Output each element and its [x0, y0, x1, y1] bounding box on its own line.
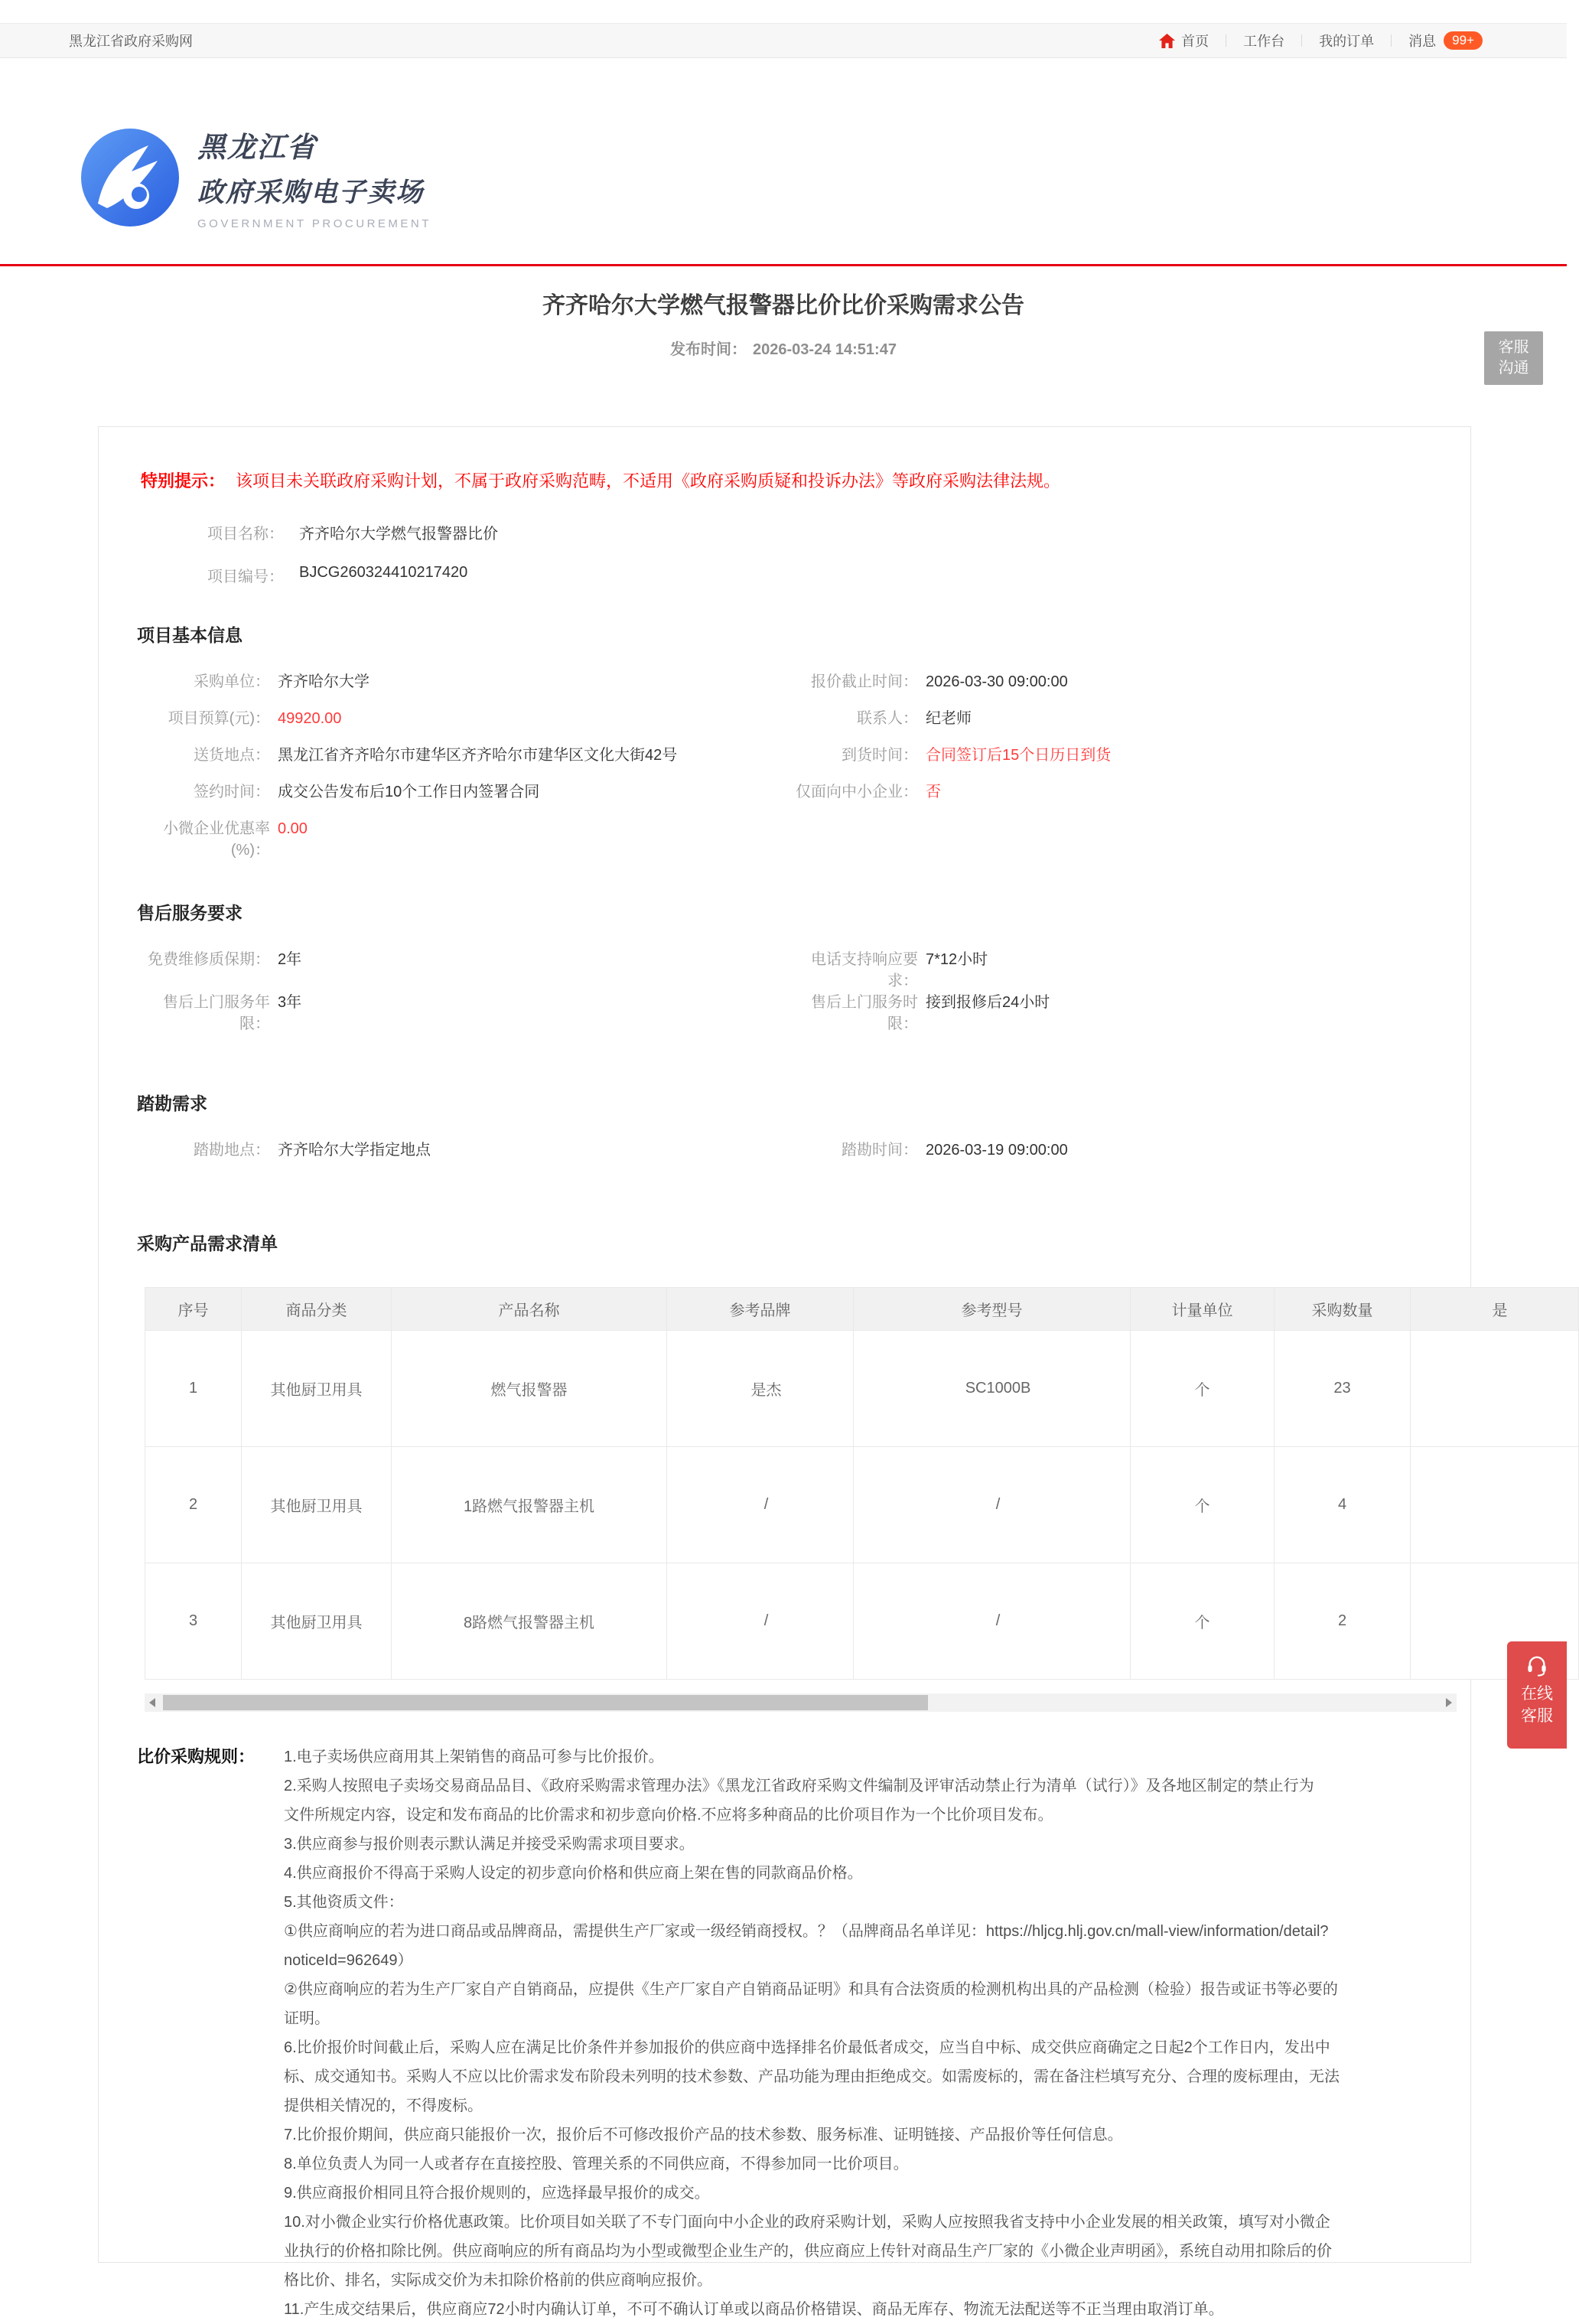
pricing-rules-label: 比价采购规则：: [137, 1747, 256, 1766]
field-value: 7*12小时: [925, 951, 988, 968]
rule-line: 10.对小微企业实行价格优惠政策。比价项目如关联了不专门面向中小企业的政府采购计划，采购人应按照我省支持中小企业发展的相关政策，填写对小微企: [284, 2214, 1330, 2231]
announcement-card: [98, 426, 1508, 2318]
rule-line: 提供相关情况的，不得废标。: [284, 2097, 483, 2114]
table-cell: 个: [1131, 1331, 1275, 1447]
nav-item-label: 我的订单: [1319, 34, 1375, 49]
table-column-header: 产品名称: [392, 1288, 667, 1331]
rule-line: 8.单位负责人为同一人或者存在直接控股、管理关系的不同供应商，不得参加同一比价项目。: [284, 2156, 909, 2172]
table-cell: 其他厨卫用具: [242, 1563, 392, 1680]
table-column-header: 采购数量: [1275, 1288, 1411, 1331]
rule-line: 业执行的价格扣除比例。供应商响应的所有商品均为小型或微型企业生产的，供应商应上传针对商品生产厂家的《小微企业声明函》，系统自动用扣除后的价: [284, 2243, 1332, 2260]
field-label: 售后上门服务时限：: [810, 994, 918, 1032]
table-cell: 1路燃气报警器主机: [392, 1447, 667, 1563]
project-name-value: 齐齐哈尔大学燃气报警器比价: [299, 526, 498, 543]
online-service-button[interactable]: [1507, 1641, 1567, 1749]
table-column-header: 序号: [145, 1288, 242, 1331]
table-cell: 燃气报警器: [392, 1331, 667, 1447]
brand-line-mall: 政府采购电子卖场: [197, 178, 425, 207]
field-label: 报价截止时间：: [810, 673, 918, 690]
table-cell: /: [667, 1447, 854, 1563]
section-title-after-sales: 售后服务要求: [137, 903, 243, 923]
pricing-rules-text: [284, 1742, 1432, 2324]
project-code-row: [137, 564, 1432, 586]
product-table-container: [145, 1287, 1508, 1680]
project-code-label: 项目编号：: [207, 569, 284, 585]
section-title-basic-info: 项目基本信息: [137, 625, 243, 645]
field-label: 项目预算(元)：: [168, 710, 270, 727]
table-cell: SC1000B: [854, 1331, 1131, 1447]
customer-service-button[interactable]: [1484, 331, 1543, 385]
headset-icon: [1507, 1654, 1567, 1677]
table-cell: [1411, 1447, 1579, 1563]
brand-text: [197, 124, 431, 230]
after-sales-fields: [137, 949, 1432, 1035]
field-label: 踏勘地点：: [194, 1142, 270, 1159]
project-name-row: [137, 521, 1432, 543]
field-label: 踏勘时间：: [841, 1142, 918, 1159]
field-row: [137, 992, 1432, 1035]
publish-time-label: 发布时间：: [670, 341, 747, 358]
table-cell: 其他厨卫用具: [242, 1331, 392, 1447]
table-row: [145, 1331, 1579, 1447]
field-label: 售后上门服务年限：: [163, 994, 270, 1032]
nav-item-orders[interactable]: [1319, 31, 1374, 51]
field-row: [137, 818, 1432, 861]
special-notice: [137, 468, 1432, 492]
table-cell: 个: [1131, 1447, 1275, 1563]
field-value: 接到报修后24小时: [925, 994, 1050, 1011]
customer-service-label: 客服: [1498, 339, 1529, 356]
brand-line-province: 黑龙江省: [197, 132, 317, 163]
project-name-label: 项目名称：: [207, 526, 284, 543]
project-code-value: BJCG260324410217420: [299, 564, 468, 581]
section-title-survey: 踏勘需求: [137, 1094, 207, 1113]
rule-line: 2.采购人按照电子卖场交易商品品目、《政府采购需求管理办法》《黑龙江省政府采购文件编制及评审活动禁止行为清单（试行）》及各地区制定的禁止行为: [284, 1778, 1314, 1794]
section-title-product-list: 采购产品需求清单: [137, 1234, 278, 1253]
field-value: 否: [925, 784, 941, 800]
brand-header: [0, 58, 1567, 266]
rule-line: 5.其他资质文件：: [284, 1894, 404, 1911]
topbar: [0, 23, 1567, 58]
nav-item-workbench[interactable]: [1243, 31, 1284, 51]
table-row: [145, 1563, 1579, 1680]
nav-divider: [1301, 34, 1302, 47]
basic-info-fields: [137, 671, 1432, 861]
brand-line-english: GOVERNMENT PROCUREMENT: [197, 217, 431, 230]
home-icon: [1159, 34, 1175, 48]
table-cell: 1: [145, 1331, 242, 1447]
rule-line: 11.产生成交结果后，供应商应72小时内确认订单，不可不确认订单或以商品价格错误、商品无库存、物流无法配送等不正当理由取消订单。: [284, 2301, 1224, 2318]
field-label: 电话支持响应要求：: [810, 951, 918, 989]
field-value: 2026-03-30 09:00:00: [925, 673, 1068, 690]
field-row: [137, 708, 1432, 745]
field-value: 3年: [278, 994, 302, 1011]
rule-line: ①供应商响应的若为进口商品或品牌商品，需提供生产厂家或一级经销商授权。？（品牌商品名单详见：https://hljcg.hlj.gov.cn/mall-view/information/detail?: [284, 1923, 1329, 1940]
table-cell: /: [854, 1447, 1131, 1563]
nav-item-home[interactable]: [1159, 31, 1209, 51]
publish-time-value: 2026-03-24 14:51:47: [753, 341, 897, 358]
nav-item-label: 首页: [1181, 34, 1209, 49]
special-notice-label: 特别提示：: [141, 471, 226, 491]
nav-divider: [1391, 34, 1392, 47]
scroll-right-arrow-icon[interactable]: [1441, 1693, 1457, 1712]
field-value: 黑龙江省齐齐哈尔市建华区齐齐哈尔市建华区文化大街42号: [278, 747, 678, 764]
survey-fields: [137, 1139, 1432, 1176]
field-label: 小微企业优惠率(%)：: [163, 820, 270, 859]
rule-line: 9.供应商报价相同且符合报价规则的，应选择最早报价的成交。: [284, 2185, 710, 2202]
table-column-header: 计量单位: [1131, 1288, 1275, 1331]
rule-line: 1.电子卖场供应商用其上架销售的商品可参与比价报价。: [284, 1749, 664, 1765]
table-cell: 个: [1131, 1563, 1275, 1680]
table-cell: 是杰: [667, 1331, 854, 1447]
nav-item-messages[interactable]: [1408, 31, 1483, 51]
site-name: 黑龙江省政府采购网: [69, 34, 193, 49]
field-label: 联系人：: [856, 710, 918, 727]
table-cell: 2: [1275, 1563, 1411, 1680]
online-service-label: 客服: [1521, 1707, 1553, 1725]
table-cell: 4: [1275, 1447, 1411, 1563]
table-cell: 8路燃气报警器主机: [392, 1563, 667, 1680]
field-row: [137, 671, 1432, 708]
field-value: 齐齐哈尔大学指定地点: [278, 1142, 431, 1159]
scrollbar-thumb[interactable]: [163, 1695, 928, 1710]
special-notice-text: 该项目未关联政府采购计划，不属于政府采购范畴，不适用《政府采购质疑和投诉办法》等政府采购法律法规。: [236, 471, 1061, 491]
rule-line: ②供应商响应的若为生产厂家自产自销商品，应提供《生产厂家自产自销商品证明》和具有合法资质的检测机构出具的产品检测（检验）报告或证书等必要的: [284, 1981, 1338, 1998]
page-title: 齐齐哈尔大学燃气报警器比价比价采购需求公告: [542, 293, 1024, 318]
field-value: 49920.00: [278, 710, 342, 727]
field-value: 2年: [278, 951, 302, 968]
field-value: 合同签订后15个日历日到货: [925, 747, 1112, 764]
field-label: 采购单位：: [194, 673, 270, 690]
rule-line: 文件所规定内容，设定和发布商品的比价需求和初步意向价格.不应将多种商品的比价项目作为一个比价项目发布。: [284, 1807, 1053, 1824]
publish-time: [0, 337, 1567, 359]
table-header-row: [145, 1288, 1579, 1331]
customer-service-label: 沟通: [1498, 360, 1529, 376]
rule-line: 证明。: [284, 2010, 330, 2027]
nav-item-label: 消息: [1408, 34, 1437, 49]
table-cell: [1411, 1331, 1579, 1447]
scroll-left-arrow-icon[interactable]: [145, 1693, 160, 1712]
site-logo-icon: [81, 129, 179, 227]
rule-line: 4.供应商报价不得高于采购人设定的初步意向价格和供应商上架在售的同款商品价格。: [284, 1865, 863, 1882]
table-row: [145, 1447, 1579, 1563]
table-cell: 2: [145, 1447, 242, 1563]
field-row: [137, 781, 1432, 818]
field-label: 签约时间：: [194, 784, 270, 800]
table-column-header: 参考型号: [854, 1288, 1131, 1331]
table-cell: 其他厨卫用具: [242, 1447, 392, 1563]
table-cell: 23: [1275, 1331, 1411, 1447]
rule-line: 格比价、排名，实际成交价为未扣除价格前的供应商响应报价。: [284, 2272, 712, 2289]
rule-line: noticeId=962649）: [284, 1952, 413, 1969]
message-count-badge: 99+: [1444, 31, 1483, 50]
field-value: 齐齐哈尔大学: [278, 673, 370, 690]
table-column-header: 参考品牌: [667, 1288, 854, 1331]
table-column-header: 是: [1411, 1288, 1579, 1331]
rule-line: 6.比价报价时间截止后，采购人应在满足比价条件并参加报价的供应商中选择排名价最低者成交，应当自中标、成交供应商确定之日起2个工作日内，发出中: [284, 2039, 1330, 2056]
online-service-label: 在线: [1521, 1685, 1553, 1703]
field-value: 纪老师: [925, 710, 972, 727]
field-value: 0.00: [278, 820, 308, 837]
table-cell: /: [854, 1563, 1131, 1680]
pricing-rules-section: [137, 1742, 1432, 2324]
field-label: 免费维修质保期：: [148, 951, 270, 968]
field-value: 成交公告发布后10个工作日内签署合同: [278, 784, 540, 800]
field-label: 到货时间：: [841, 747, 918, 764]
field-row: [137, 949, 1432, 992]
field-row: [137, 745, 1432, 781]
field-label: 送货地点：: [194, 747, 270, 764]
table-horizontal-scrollbar[interactable]: [145, 1693, 1457, 1712]
table-column-header: 商品分类: [242, 1288, 392, 1331]
rule-line: 标、成交通知书。采购人不应以比价需求发布阶段未列明的技术参数、产品功能为理由拒绝成交。如需废标的，需在备注栏填写充分、合理的废标理由，无法: [284, 2068, 1340, 2085]
rule-line: 7.比价报价期间，供应商只能报价一次，报价后不可修改报价产品的技术参数、服务标准、证明链接、产品报价等任何信息。: [284, 2127, 1123, 2143]
product-table: [145, 1287, 1579, 1680]
rule-line: 3.供应商参与报价则表示默认满足并接受采购需求项目要求。: [284, 1836, 695, 1853]
nav-item-label: 工作台: [1243, 34, 1285, 49]
field-label: 仅面向中小企业：: [795, 784, 918, 800]
table-cell: 3: [145, 1563, 242, 1680]
field-row: [137, 1139, 1432, 1176]
top-navigation: [1159, 31, 1483, 51]
field-value: 2026-03-19 09:00:00: [925, 1142, 1068, 1159]
table-cell: /: [667, 1563, 854, 1680]
